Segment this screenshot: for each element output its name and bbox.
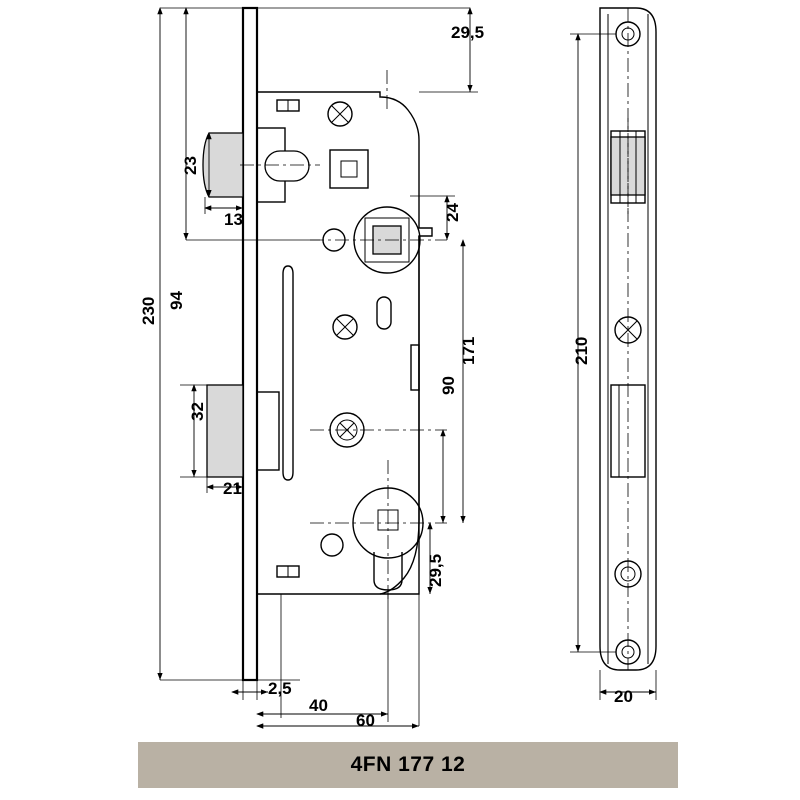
screw-hole-upper — [328, 102, 352, 126]
dimension-label-29-5-bottom: 29,5 — [426, 553, 445, 587]
dimension-label-40: 40 — [309, 696, 328, 715]
faceplate-fixing-slot-bottom — [277, 566, 299, 577]
title-bar — [138, 742, 678, 788]
dimension-label-13: 13 — [224, 210, 243, 229]
oblong-hole — [377, 297, 391, 329]
screw-hole-mid — [333, 315, 357, 339]
dimension-label-230: 230 — [139, 296, 158, 325]
narrow-slot-right — [411, 345, 419, 390]
dimension-label-2-5: 2,5 — [268, 679, 292, 698]
dimension-label-20: 20 — [614, 687, 633, 706]
dimension-label-94: 94 — [167, 291, 186, 310]
product-title: 4FN 177 12 — [350, 753, 466, 776]
dimension-label-90: 90 — [439, 376, 458, 395]
dimension-label-210: 210 — [572, 336, 591, 365]
dimension-label-60: 60 — [356, 711, 375, 730]
dimension-label-24: 24 — [443, 203, 462, 222]
dimension-label-29-5-top: 29,5 — [451, 23, 485, 42]
round-hole-lower — [321, 534, 343, 556]
guide-slot — [283, 266, 293, 480]
dimension-label-23: 23 — [181, 156, 200, 175]
dimension-label-21: 21 — [223, 479, 242, 498]
faceplate-edge — [243, 8, 257, 680]
dead-bolt — [207, 385, 279, 477]
dimension-label-32: 32 — [188, 402, 207, 421]
dimension-label-171: 171 — [459, 336, 478, 365]
faceplate-fixing-slot-top — [277, 100, 299, 111]
square-hole-upper — [330, 150, 368, 188]
